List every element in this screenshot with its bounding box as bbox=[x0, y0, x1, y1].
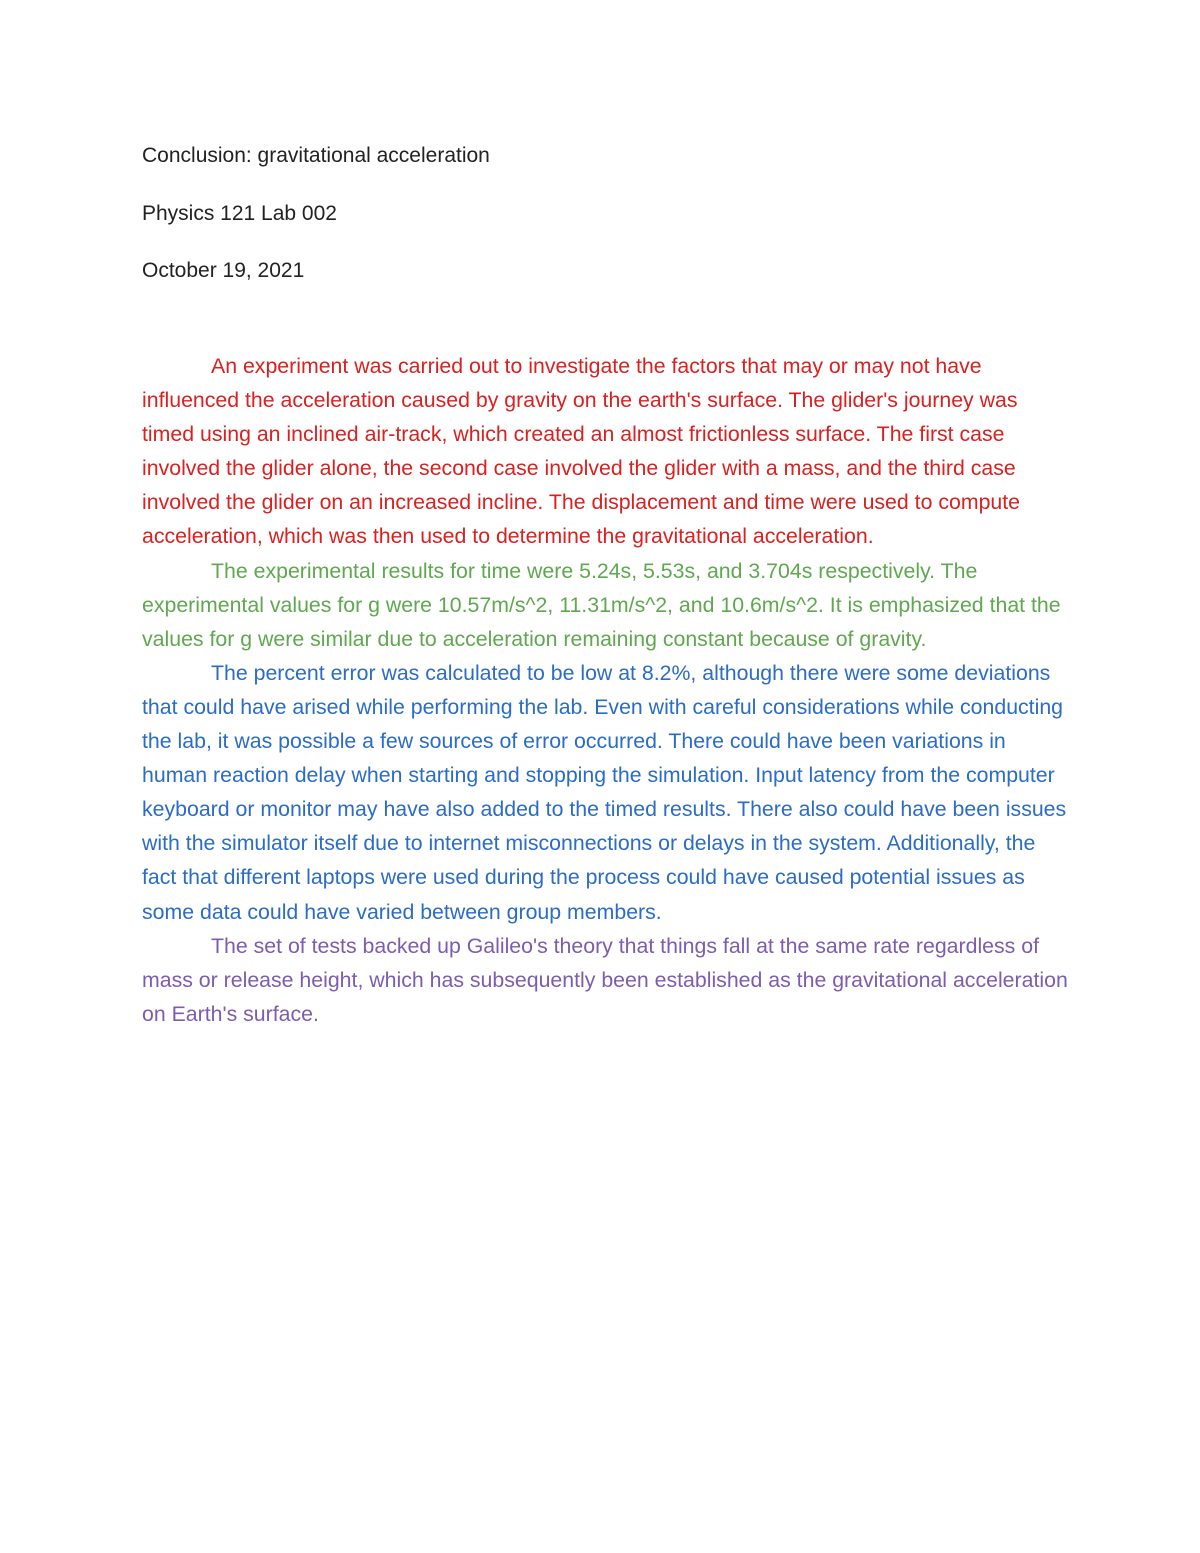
paragraph-error-analysis: The percent error was calculated to be low at 8.2%, although there were some deviations that could have arised while performing the lab. Even with careful considerations while conducting the lab, it was possible a few sources of error occurred. There could have been variations in human reaction delay when starting and stopping the simulation. Input latency from the computer keyboard or monitor may have also added to the timed results. There also could have been issues with the simulator itself due to internet misconnections or delays in the system. Additionally, the fact that different laptops were used during the process could have caused potential issues as some data could have varied between group members. bbox=[142, 660, 1067, 924]
document-date: October 19, 2021 bbox=[142, 259, 305, 282]
paragraph-results: The experimental results for time were 5.24s, 5.53s, and 3.704s respectively. The experimental values for g were 10.57m/s^2, 11.31m/s^2, and 10.6m/s^2. It is emphasized that the values for g were similar due to acceleration remaining constant because of gravity. bbox=[142, 558, 1061, 651]
course-label: Physics 121 Lab 002 bbox=[142, 202, 337, 225]
conclusion-body bbox=[142, 349, 1072, 1031]
paragraph-conclusion: The set of tests backed up Galileo's theory that things fall at the same rate regardless of mass or release height, which has subsequently been established as the gravitational acceleration on Earth's surface. bbox=[142, 933, 1068, 1026]
paragraph-introduction: An experiment was carried out to investigate the factors that may or may not have influenced the acceleration caused by gravity on the earth's surface. The glider's journey was timed using an inclined air-track, which created an almost frictionless surface. The first case involved the glider alone, the second case involved the glider with a mass, and the third case involved the glider on an increased incline. The displacement and time were used to compute acceleration, which was then used to determine the gravitational acceleration. bbox=[142, 354, 1021, 549]
document-title: Conclusion: gravitational acceleration bbox=[142, 144, 490, 167]
